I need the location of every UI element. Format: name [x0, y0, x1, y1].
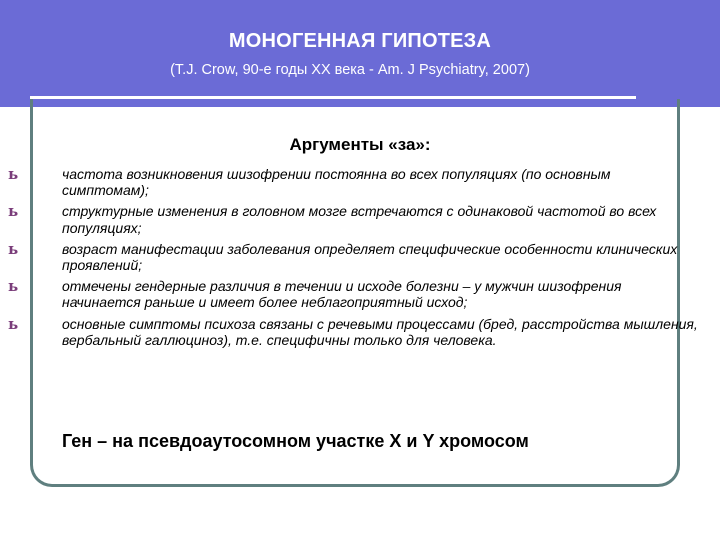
bullet-icon: ь: [8, 314, 19, 333]
bullet-text: возраст манифестации заболевания определяет специфические особенности клинических проявлений;: [62, 240, 678, 274]
title-band: [0, 0, 720, 107]
bullet-icon: ь: [8, 277, 19, 296]
bullet-text: частота возникновения шизофрении постоянна во всех популяциях (по основным симптомам);: [62, 166, 611, 199]
list-item: [8, 166, 698, 198]
gene-location-note: Ген – на псевдоаутосомном участке X и Y хромосом: [62, 431, 529, 451]
slide-title: МОНОГЕННАЯ ГИПОТЕЗА: [228, 30, 492, 52]
arguments-heading: Аргументы «за»:: [289, 135, 431, 154]
bullet-text: структурные изменения в головном мозге встречаются с одинаковой частотой во всех популяциях;: [62, 203, 657, 236]
bullet-text: основные симптомы психоза связаны с речевыми процессами (бред, расстройства мышления, вербальный галлюциноз), т.е. специфичны только для человека.: [62, 315, 698, 348]
bullet-text: отмечены гендерные различия в течении и исходе болезни – у мужчин шизофрения начинается раньше и имеет более неблагоприятный исход;: [62, 278, 622, 311]
slide-subtitle: (T.J. Crow, 90-е годы XX века - Am. J Psychiatry, 2007): [170, 62, 530, 78]
bullet-icon: ь: [8, 165, 19, 183]
bullet-icon: ь: [8, 202, 19, 221]
list-item: [8, 316, 698, 348]
bullet-icon: ь: [8, 239, 19, 258]
list-item: [8, 278, 698, 310]
arguments-list: [8, 166, 698, 353]
list-item: [8, 203, 698, 235]
list-item: [8, 241, 698, 273]
